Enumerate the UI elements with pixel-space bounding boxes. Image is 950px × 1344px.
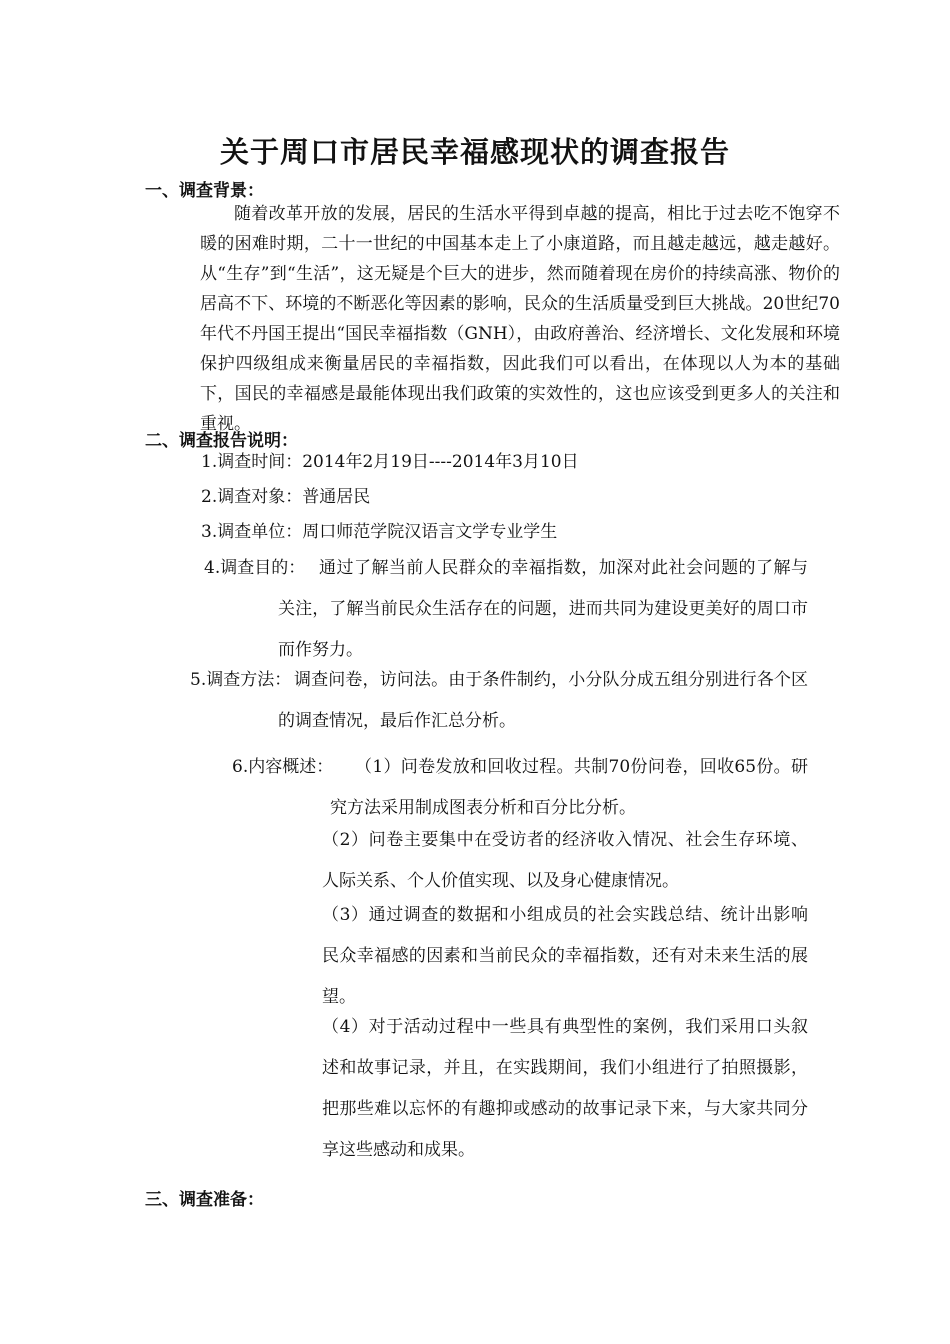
survey-subject: 2.调查对象：普通居民	[201, 487, 371, 507]
background-paragraph: 随着改革开放的发展，居民的生活水平得到卓越的提高，相比于过去吃不饱穿不暖的困难时期，二十一世纪的中国基本走上了小康道路，而且越走越远，越走越好。从“生存”到“生活”，这无疑是个巨大的进步，然而随着现在房价的持续高涨、物价的居高不下、环境的不断恶化等因素的影响，民众的生活质量受到巨大挑战。20世纪70年代不丹国王提出“国民幸福指数（GNH），由政府善治、经济增长、文化发展和环境保护四级组成来衡量居民的幸福指数，因此我们可以看出，在体现以人为本的基础下，国民的幸福感是最能体现出我们政策的实效性的，这也应该受到更多人的关注和重视。	[200, 204, 840, 434]
survey-purpose-label: 4.调查目的：	[204, 558, 306, 578]
content-overview-point-1: （1）问卷发放和回收过程。共制70份问卷，回收65份。研究方法采用制成图表分析和百分比分析。	[330, 757, 808, 818]
content-overview-point-2: （2）问卷主要集中在受访者的经济收入情况、社会生存环境、人际关系、个人价值实现、以及身心健康情况。	[322, 830, 808, 891]
section-heading-background: 一、调查背景：	[145, 181, 264, 201]
content-overview-point-4: （4）对于活动过程中一些具有典型性的案例，我们采用口头叙述和故事记录，并且，在实践期间，我们小组进行了拍照摄影，把那些难以忘怀的有趣抑或感动的故事记录下来，与大家共同分享这些感动和成果。	[322, 1017, 808, 1160]
survey-time: 1.调查时间：2014年2月19日----2014年3月10日	[201, 452, 579, 472]
content-overview-label: 6.内容概述：	[232, 757, 334, 777]
survey-method-text: 调查问卷，访问法。由于条件制约，小分队分成五组分别进行各个区的调查情况，最后作汇总分析。	[278, 670, 808, 731]
survey-method-label: 5.调查方法：	[190, 670, 292, 690]
section-heading-preparation: 三、调查准备：	[145, 1190, 264, 1210]
content-overview-point-3: （3）通过调查的数据和小组成员的社会实践总结、统计出影响民众幸福感的因素和当前民众的幸福指数，还有对未来生活的展望。	[322, 905, 808, 1007]
survey-purpose-text: 通过了解当前人民群众的幸福指数，加深对此社会问题的了解与关注，了解当前民众生活存在的问题，进而共同为建设更美好的周口市而作努力。	[278, 558, 808, 660]
report-title: 关于周口市居民幸福感现状的调查报告	[219, 135, 730, 169]
section-heading-description: 二、调查报告说明：	[145, 431, 298, 451]
survey-unit: 3.调查单位：周口师范学院汉语言文学专业学生	[201, 522, 558, 542]
